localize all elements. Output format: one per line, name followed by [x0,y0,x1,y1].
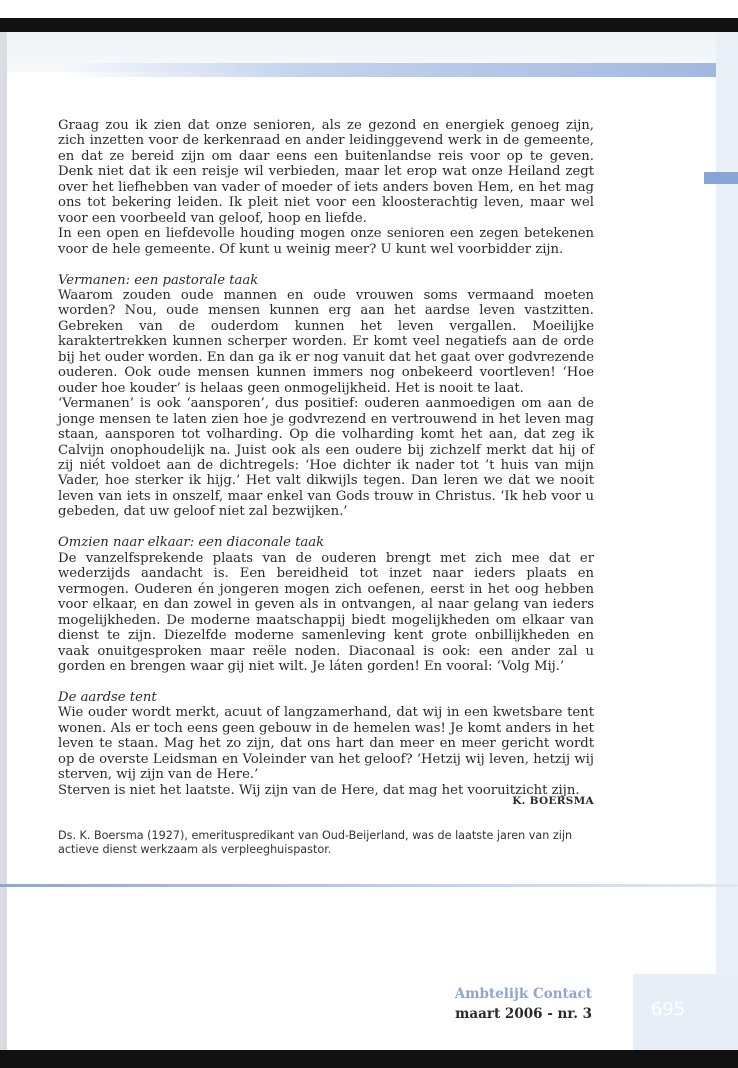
side-marker [704,172,738,184]
side-tab [716,32,738,1050]
magazine-title: Ambtelijk Contact [454,986,592,1002]
scan-top-border [0,18,738,32]
paragraph: Waarom zouden oude mannen en oude vrouwen soms vermaand moeten worden? Nou, oude mensen kunnen erg aan het aardse leven vastzitten. Gebreken van de ouderdom kunnen het leven vergallen. Moeilijke karaktertrekken kunnen scherper worden. Er komt veel negatiefs aan de orde bij het ouder worden. En dan ga ik er nog vanuit dat het gaat over godvrezende ouderen. Ook oude mensen kunnen immers nog onbekeerd voortleven! ‘Hoe ouder hoe kouder’ is helaas geen onmogelijkheid. Het is nooit te laat. [58,288,594,396]
paragraph: Graag zou ik zien dat onze senioren, als ze gezond en energiek genoeg zijn, zich inzetten voor de kerkenraad en ander leidinggevend werk in de gemeente, en dat ze bereid zijn om daar eens een buitenlandse reis voor op te geven. Denk niet dat ik een reisje wil verbieden, maar let erop wat onze Heiland zegt over het liefhebben van vader of moeder of iets anders boven Hem, en het mag ons tot bekering leiden. Ik pleit niet voor een kloosterachtig leven, maar wel voor een voorbeeld van geloof, hoop en liefde. [58,118,594,226]
paragraph: Sterven is niet het laatste. Wij zijn van de Here, dat mag het vooruitzicht zijn. [58,782,580,798]
issue-label: maart 2006 - nr. 3 [455,1006,592,1022]
section-heading: De aardse tent [58,689,157,705]
section-heading: Vermanen: een pastorale taak [58,272,259,288]
author-bio: Ds. K. Boersma (1927), emerituspredikant van Oud-Beijerland, was de laatste jaren van zijn actieve dienst werkzaam als verpleeghuispastor. [58,829,573,856]
paragraph: ‘Vermanen’ is ook ‘aansporen’, dus positief: ouderen aanmoedigen om aan de jonge mensen te laten zien hoe je godvrezend en vertrouwend in het leven mag staan, aansporen tot volharding. Op die volharding komt het aan, dat zeg ik Calvijn onophoudelijk na. Juist ook als een oudere bij zichzelf merkt dat hij of zij niét voldoet aan de dichtregels: ‘Hoe dichter ik nader tot ’t huis van mijn Vader, hoe sterker ik hijg.’ Het valt dikwijls tegen. Dan leren we dat we nooit leven van iets in onszelf, maar enkel van Gods trouw in Christus. ‘Ik heb voor u gebeden, dat uw geloof niet zal bezwijken.’ [58,396,594,520]
header-stripe [60,63,738,77]
paragraph: In een open en liefdevolle houding mogen onze senioren een zegen betekenen voor de hele gemeente. Of kunt u weinig meer? U kunt wel voorbidder zijn. [58,226,594,257]
section-heading: Omzien naar elkaar: een diaconale taak [58,535,325,551]
paragraph: Wie ouder wordt merkt, acuut of langzamerhand, dat wij in een kwetsbare tent wonen. Als er toch eens geen gebouw in de hemelen was! Je komt anders in het leven te staan. Mag het zo zijn, dat ons hart dan meer en meer gericht wordt op de overste Leidsman en Voleinder van het geloof? ‘Hetzij wij leven, hetzij wij sterven, wij zijn van de Here.’ [58,705,594,783]
footer-rule [0,884,738,887]
paragraph: De vanzelfsprekende plaats van de ouderen brengt met zich mee dat er wederzijds aandacht is. Een bereidheid tot inzet naar ieders plaats en vermogen. Ouderen én jongeren mogen zich oefenen, eerst in het oog hebben voor elkaar, en dan zowel in geven als in ontvangen, al naar gelang van ieders mogelijkheden. De moderne maatschappij biedt mogelijkheden om elkaar van dienst te zijn. Diezelfde moderne samenleving kent grote onbillijkheden en vaak onuitgesproken maar reële noden. Diaconaal is ook: een ander zal u gorden en brengen waar gij niet wilt. Je láten gorden! En vooral: ‘Volg Mij.’ [58,550,594,674]
scan-bottom-border [0,1050,738,1068]
article-body [58,118,594,798]
author-signature: K. BOERSMA [512,795,594,807]
page-number: 695 [650,999,686,1020]
left-page-edge [0,32,7,1050]
